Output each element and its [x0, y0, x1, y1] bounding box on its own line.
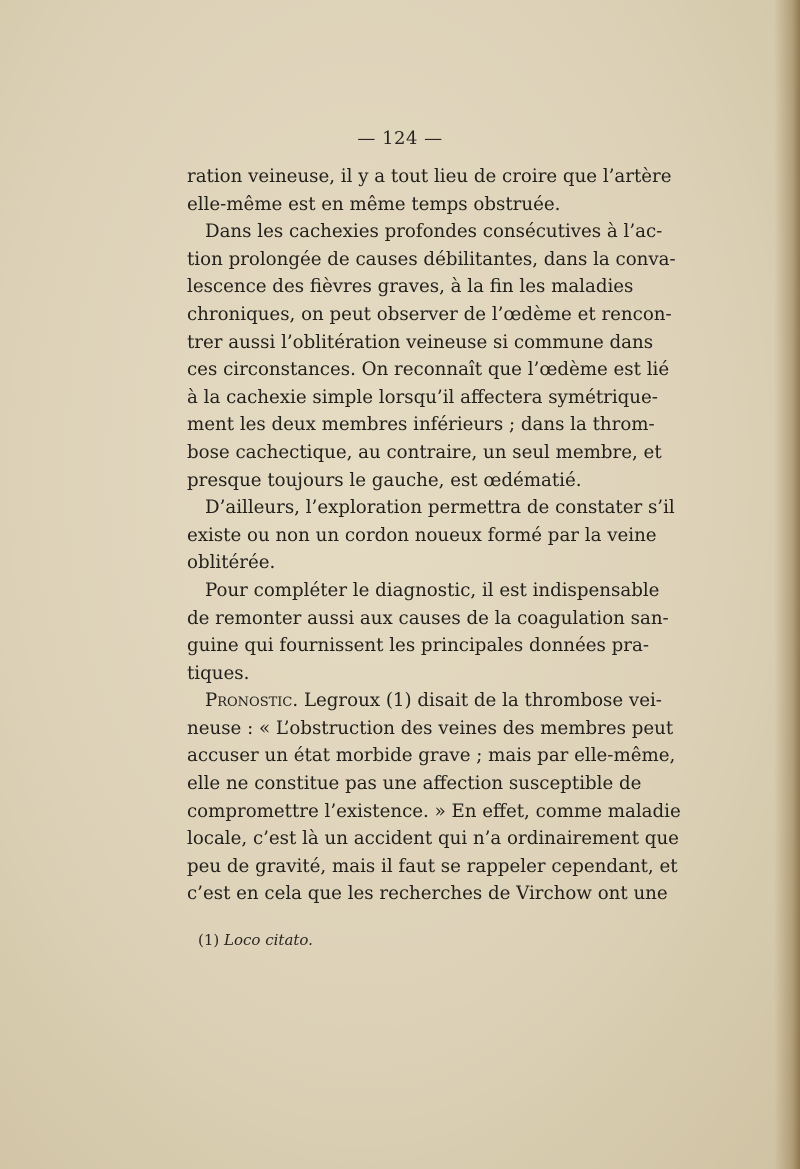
footnote [198, 931, 313, 949]
text-line: peu de gravité, mais il faut se rappeler cependant, et [187, 855, 678, 877]
footnote-text: Loco citato. [224, 931, 313, 949]
page-edge-shadow [774, 0, 800, 1169]
text-line: lescence des fièvres graves, à la fin les maladies [187, 276, 634, 298]
text-line: tiques. [187, 662, 250, 684]
text-line-rest: Legroux (1) disait de la thrombose vei- [303, 690, 662, 712]
text-line: presque toujours le gauche, est œdématié. [187, 469, 582, 491]
text-line: Dans les cachexies profondes consécutives à l’ac- [205, 221, 663, 243]
text-line: de remonter aussi aux causes de la coagulation san- [187, 607, 669, 629]
text-line: neuse : « L’obstruction des veines des membres peut [187, 717, 674, 739]
text-line: existe ou non un cordon noueux formé par la veine [187, 524, 657, 546]
text-line: elle ne constitue pas une affection susceptible de [187, 773, 642, 795]
text-line: bose cachectique, au contraire, un seul membre, et [187, 441, 662, 463]
page-number: — 124 — [357, 128, 443, 149]
text-line: Pour compléter le diagnostic, il est indispensable [205, 579, 660, 601]
text-line: locale, c’est là un accident qui n’a ordinairement que [187, 828, 679, 850]
text-line: elle-même est en même temps obstruée. [187, 193, 561, 215]
text-line: guine qui fournissent les principales données pra- [187, 635, 649, 657]
text-line: ment les deux membres inférieurs ; dans la throm- [187, 414, 655, 436]
footnote-marker: (1) [198, 931, 220, 949]
text-line: tion prolongée de causes débilitantes, dans la conva- [187, 248, 676, 270]
text-line: à la cachexie simple lorsqu’il affectera symétrique- [187, 386, 658, 408]
text-line: oblitérée. [187, 552, 276, 574]
section-label-pronostic: Pronostic. [205, 690, 299, 712]
text-line: compromettre l’existence. » En effet, comme maladie [187, 800, 681, 822]
text-line-pronostic [187, 687, 662, 715]
body-text [187, 163, 681, 908]
text-line: c’est en cela que les recherches de Virchow ont une [187, 883, 668, 905]
text-line: ration veineuse, il y a tout lieu de croire que l’artère [187, 166, 672, 187]
text-line: D’ailleurs, l’exploration permettra de constater s’il [205, 497, 675, 519]
text-line: ces circonstances. On reconnaît que l’œdème est lié [187, 359, 670, 381]
text-line: trer aussi l’oblitération veineuse si commune dans [187, 331, 654, 353]
text-line: accuser un état morbide grave ; mais par elle-même, [187, 745, 676, 767]
text-line: chroniques, on peut observer de l’œdème et rencon- [187, 303, 672, 325]
